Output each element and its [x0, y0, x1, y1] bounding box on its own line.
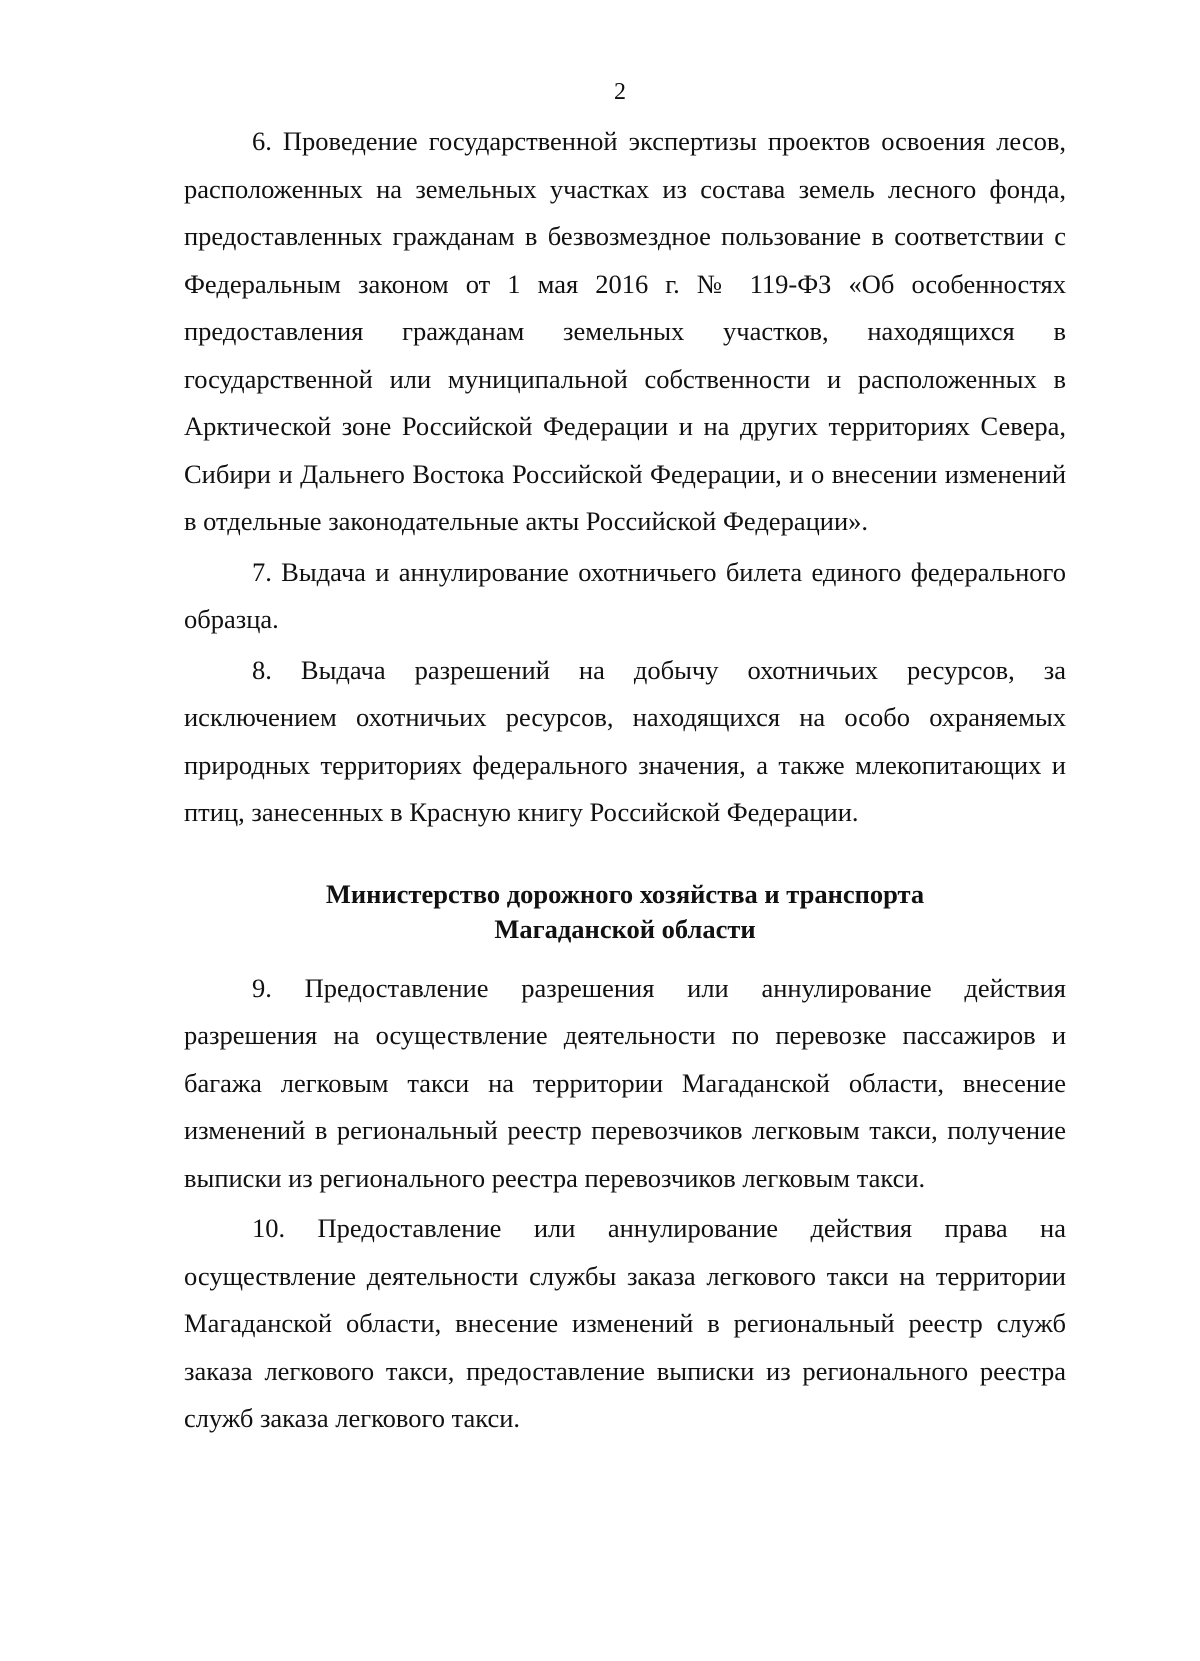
paragraph-item-8: 8. Выдача разрешений на добычу охотничьих ресурсов, за исключением охотничьих ресурсов, находящихся на особо охраняемых природных территориях федерального значения, а также млекопитающих и птиц, занесенных в Красную книгу Российской Федерации.: [184, 654, 1066, 827]
paragraph-item-9: 9. Предоставление разрешения или аннулирование действия разрешения на осуществление деятельности по перевозке пассажиров и багажа легковым такси на территории Магаданской области, внесение изменений в региональный реестр перевозчиков легковым такси, получение выписки из регионального реестра перевозчиков легковым такси.: [184, 972, 1066, 1193]
section-heading-line1: Министерство дорожного хозяйства и транспорта: [325, 878, 925, 909]
document-body: [184, 118, 1066, 1446]
paragraph-item-10: 10. Предоставление или аннулирование действия права на осуществление деятельности службы заказа легкового такси на территории Магаданской области, внесение изменений в региональный реестр служб заказа легкового такси, предоставление выписки из регионального реестра служб заказа легкового такси.: [184, 1213, 1066, 1433]
section-heading-line2: Магаданской области: [494, 913, 756, 944]
paragraph-item-6: 6. Проведение государственной экспертизы проектов освоения лесов, расположенных на земельных участках из состава земель лесного фонда, предоставленных гражданам в безвозмездное пользование в соответствии с Федеральным законом от 1 мая 2016 г. № 119-ФЗ «Об особенностях предоставления гражданам земельных участков, находящихся в государственной или муниципальной собственности и расположенных в Арктической зоне Российской Федерации и на других территориях Севера, Сибири и Дальнего Востока Российской Федерации, и о внесении изменений в отдельные законодательные акты Российской Федерации».: [184, 126, 1066, 536]
paragraph-item-7: 7. Выдача и аннулирование охотничьего билета единого федерального образца.: [184, 556, 1066, 634]
page-number: 2: [614, 79, 626, 105]
section-heading: [184, 877, 1066, 947]
